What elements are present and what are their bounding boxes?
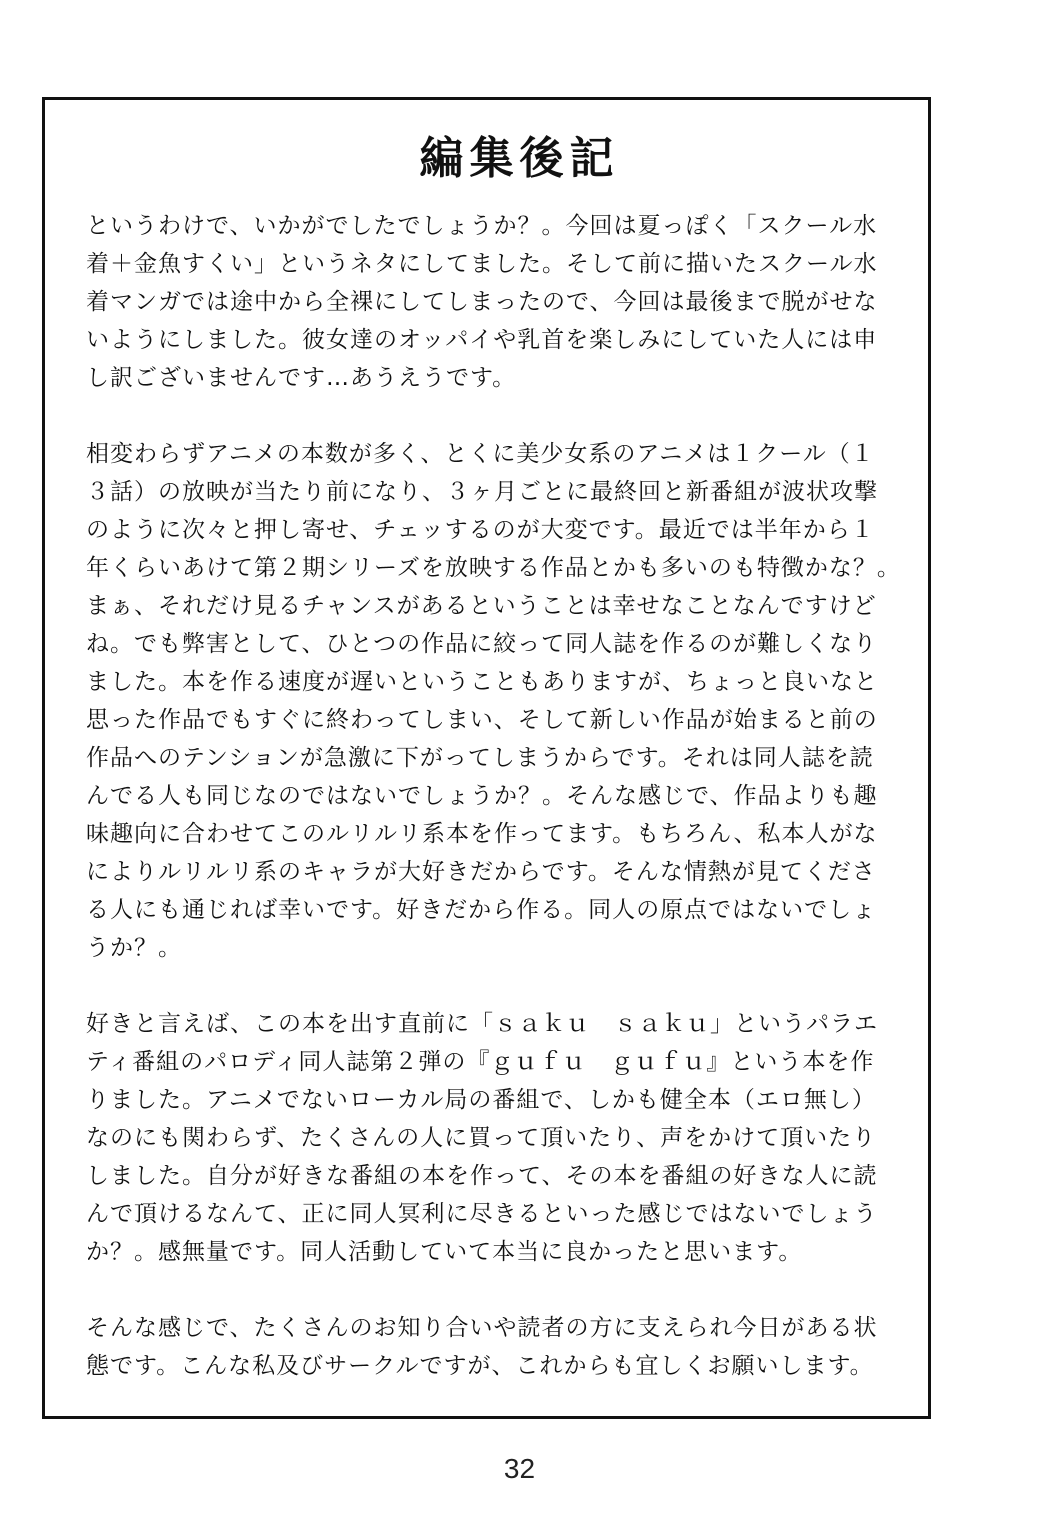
text-line: 相変わらずアニメの本数が多く、とくに美少女系のアニメは１クール（１ — [86, 441, 875, 467]
text-line: 味趣向に合わせてこのルリルリ系本を作ってます。もちろん、私本人がな — [86, 821, 878, 847]
text-line: 作品へのテンションが急激に下がってしまうからです。それは同人誌を読 — [86, 745, 874, 771]
text-line: か？。感無量です。同人活動していて本当に良かったと思います。 — [86, 1239, 803, 1265]
text-line: 好きと言えば、この本を出す直前に「ｓａｋｕ ｓａｋｕ」というパラエ — [86, 1011, 878, 1037]
text-line: 年くらいあけて第２期シリーズを放映する作品とかも多いのも特徴かな？。 — [86, 555, 901, 581]
text-line: んでる人も同じなのではないでしょうか？。そんな感じで、作品よりも趣 — [86, 783, 878, 809]
paragraph-3 — [86, 1005, 906, 1271]
text-line: いようにしました。彼女達のオッパイや乳首を楽しみにしていた人には申 — [86, 327, 878, 353]
text-line: しました。自分が好きな番組の本を作って、その本を番組の好きな人に読 — [86, 1163, 878, 1189]
text-line: ティ番組のパロディ同人誌第２弾の『ｇｕｆｕ ｇｕｆｕ』という本を作 — [86, 1049, 875, 1075]
text-line: というわけで、いかがでしたでしょうか？。今回は夏っぽく「スクール水 — [86, 213, 878, 239]
text-line: ね。でも弊害として、ひとつの作品に絞って同人誌を作るのが難しくなり — [86, 631, 878, 657]
paragraph-4 — [86, 1309, 906, 1385]
text-line: りました。アニメでないローカル局の番組で、しかも健全本（エロ無し） — [86, 1087, 876, 1113]
text-line: 着＋金魚すくい」というネタにしてました。そして前に描いたスクール水 — [86, 251, 878, 277]
text-line: し訳ございませんです…あうえうです。 — [86, 365, 517, 391]
text-line: そんな感じで、たくさんのお知り合いや読者の方に支えられ今日がある状 — [86, 1315, 878, 1341]
text-line: る人にも通じれば幸いです。好きだから作る。同人の原点ではないでしょ — [86, 897, 877, 923]
text-line: ３話）の放映が当たり前になり、３ヶ月ごとに最終回と新番組が波状攻撃 — [86, 479, 878, 505]
text-line: まぁ、それだけ見るチャンスがあるということは幸せなことなんですけど — [86, 593, 877, 619]
paragraph-2 — [86, 435, 906, 967]
text-line: のように次々と押し寄せ、チェッするのが大変です。最近では半年から１ — [86, 517, 875, 543]
page-number: 32 — [503, 1453, 536, 1484]
text-line: によりルリルリ系のキャラが大好きだからです。そんな情熱が見てくださ — [86, 859, 876, 885]
page-title: 編集後記 — [419, 133, 620, 184]
text-line: なのにも関わらず、たくさんの人に買って頂いたり、声をかけて頂いたり — [86, 1125, 877, 1151]
text-line: 思った作品でもすぐに終わってしまい、そして新しい作品が始まると前の — [86, 707, 878, 733]
afterword-body — [86, 207, 906, 1423]
text-line: 着マンガでは途中から全裸にしてしまったので、今回は最後まで脱がせな — [86, 289, 878, 315]
text-line: ました。本を作る速度が遅いということもありますが、ちょっと良いなと — [86, 669, 878, 695]
text-line: うか？。 — [86, 935, 182, 961]
text-line: 態です。こんな私及びサークルですが、これからも宜しくお願いします。 — [86, 1353, 874, 1379]
paragraph-1 — [86, 207, 906, 397]
text-line: んで頂けるなんて、正に同人冥利に尽きるといった感じではないでしょう — [86, 1201, 878, 1227]
